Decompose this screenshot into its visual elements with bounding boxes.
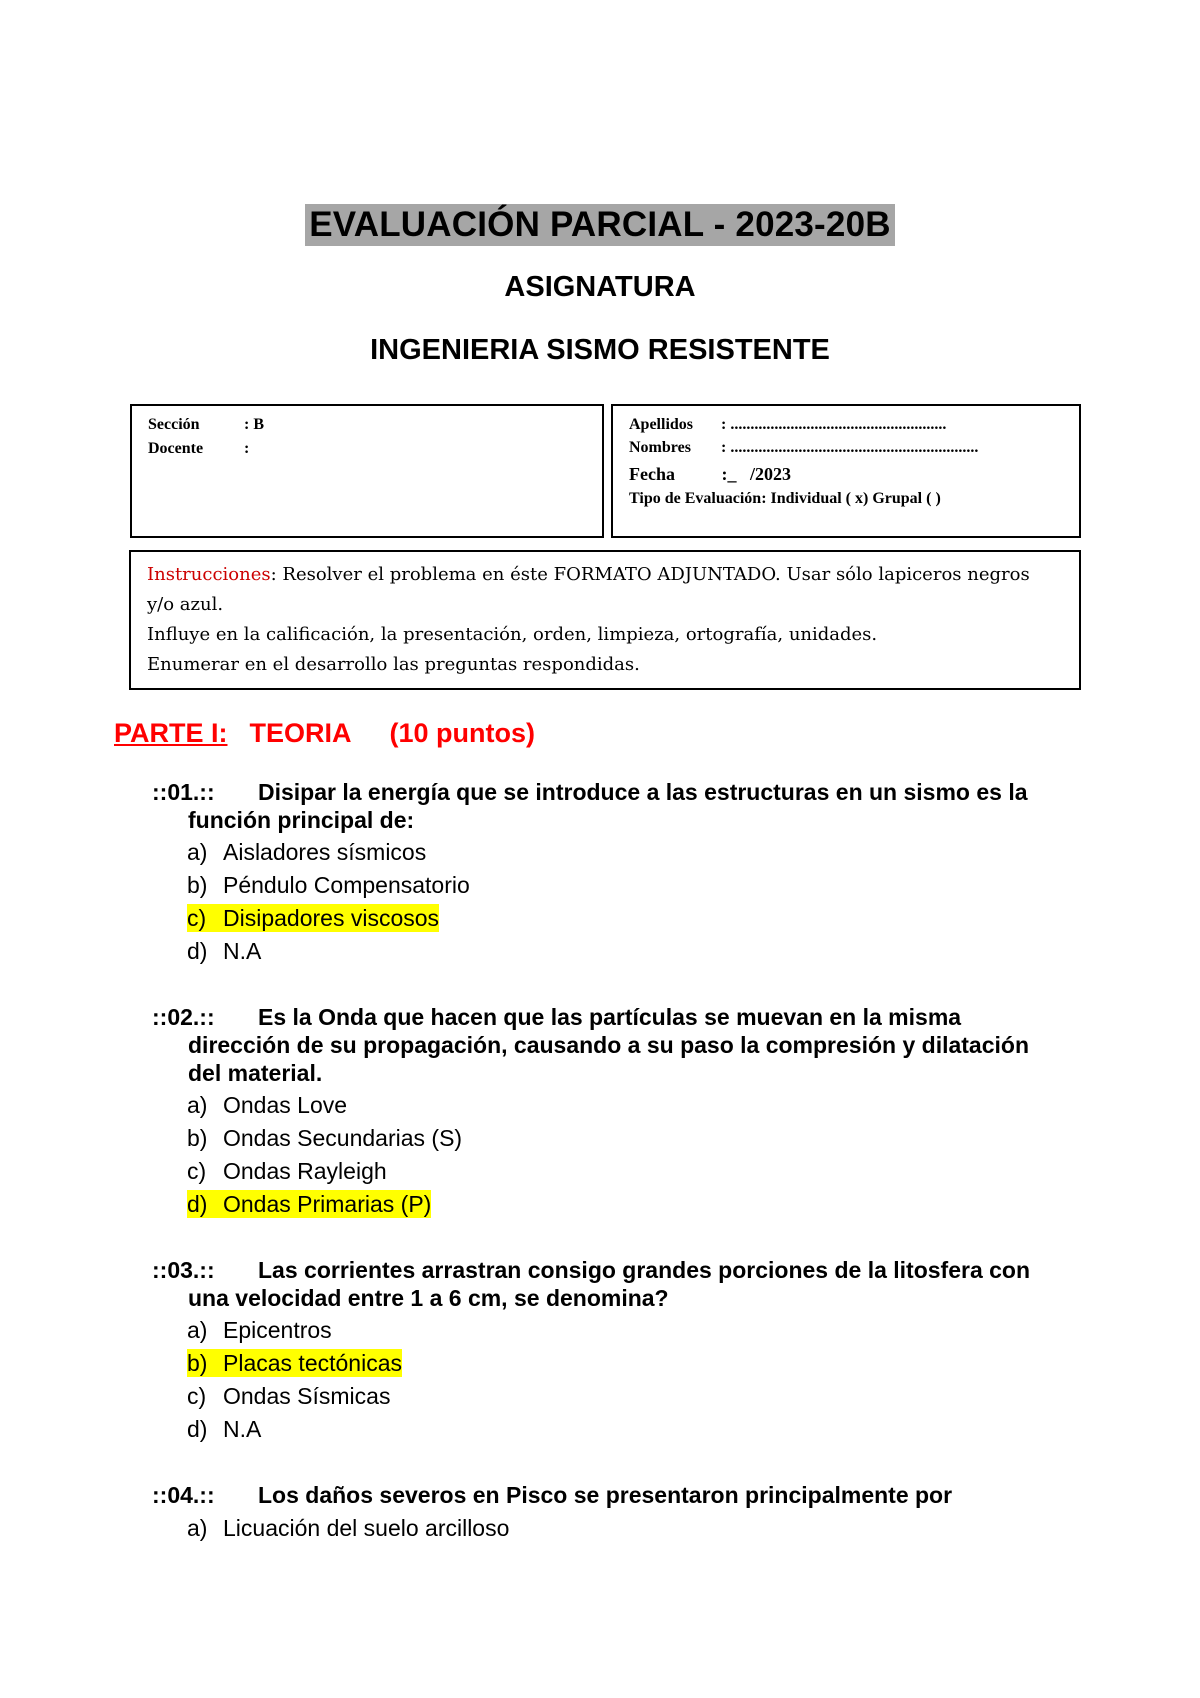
option-text: Placas tectónicas	[223, 1350, 402, 1376]
option-1c-selected[interactable]	[187, 904, 439, 932]
name-value: : ..............................................................	[721, 439, 979, 456]
teacher-value: :	[244, 440, 250, 457]
instructions-line-4: Enumerar en el desarrollo las preguntas respondidas.	[147, 654, 640, 675]
question-2	[152, 1003, 1102, 1087]
option-letter: b)	[187, 1350, 208, 1376]
subject-name: INGENIERIA SISMO RESISTENTE	[370, 334, 830, 366]
teacher-label: Docente	[148, 440, 204, 457]
option-letter: a)	[187, 1317, 208, 1343]
option-text: Ondas Rayleigh	[223, 1158, 387, 1184]
question-1	[152, 778, 1102, 834]
question-number: ::02.::	[152, 1004, 215, 1030]
surname-field[interactable]	[629, 416, 946, 434]
option-2d-selected[interactable]	[187, 1190, 431, 1218]
question-number: ::03.::	[152, 1257, 215, 1283]
part-points: (10 puntos)	[389, 718, 536, 748]
option-text: N.A	[223, 1416, 262, 1442]
option-text: Ondas Secundarias (S)	[223, 1125, 463, 1151]
section-label: Sección	[148, 416, 200, 433]
date-field[interactable]	[629, 464, 791, 485]
question-text-line-1: Es la Onda que hacen que las partículas se muevan en la misma	[258, 1004, 962, 1030]
name-label: Nombres	[629, 439, 691, 456]
option-text: Disipadores viscosos	[223, 905, 440, 931]
instructions-line-2: y/o azul.	[147, 594, 224, 615]
page-title: EVALUACIÓN PARCIAL - 2023-20B	[305, 204, 894, 246]
option-letter: d)	[187, 1191, 208, 1217]
section-field	[148, 416, 264, 434]
question-text-line-2: dirección de su propagación, causando a su paso la compresión y dilatación	[188, 1032, 1029, 1058]
option-4a[interactable]	[187, 1514, 509, 1542]
option-letter: c)	[187, 905, 207, 931]
date-label: Fecha	[629, 464, 675, 484]
option-text: Ondas Primarias (P)	[223, 1191, 432, 1217]
question-number: ::04.::	[152, 1482, 215, 1508]
option-1b[interactable]	[187, 871, 470, 899]
option-text: Licuación del suelo arcilloso	[223, 1515, 510, 1541]
question-4	[152, 1481, 1102, 1509]
option-text: N.A	[223, 938, 262, 964]
title-wrapper	[0, 204, 1200, 246]
option-1a[interactable]	[187, 838, 426, 866]
teacher-field	[148, 440, 249, 458]
option-letter: d)	[187, 938, 208, 964]
part-label: PARTE I:	[114, 718, 228, 748]
evaluation-type: Tipo de Evaluación: Individual ( x) Grupal ( )	[629, 490, 941, 507]
instructions-line-1	[147, 560, 1067, 590]
option-text: Péndulo Compensatorio	[223, 872, 470, 898]
option-1d[interactable]	[187, 937, 261, 965]
instructions-label: Instrucciones	[147, 564, 271, 585]
option-2b[interactable]	[187, 1124, 462, 1152]
option-letter: a)	[187, 1515, 208, 1541]
option-letter: c)	[187, 1158, 207, 1184]
option-letter: c)	[187, 1383, 207, 1409]
option-text: Epicentros	[223, 1317, 332, 1343]
option-text: Aisladores sísmicos	[223, 839, 427, 865]
surname-label: Apellidos	[629, 416, 694, 433]
part-heading	[114, 718, 535, 749]
option-text: Ondas Love	[223, 1092, 348, 1118]
option-3c[interactable]	[187, 1382, 390, 1410]
option-2a[interactable]	[187, 1091, 347, 1119]
student-info-box	[611, 404, 1081, 538]
question-number: ::01.::	[152, 779, 215, 805]
question-text-line-1: Los daños severos en Pisco se presentaron principalmente por	[258, 1482, 953, 1508]
option-3d[interactable]	[187, 1415, 261, 1443]
instructions-line-3: Influye en la calificación, la presentación, orden, limpieza, ortografía, unidades.	[147, 624, 878, 645]
instructions-box	[129, 550, 1081, 690]
instructions-line-1-text: : Resolver el problema en éste FORMATO ADJUNTADO. Usar sólo lapiceros negros	[270, 564, 1030, 585]
option-3b-selected[interactable]	[187, 1349, 402, 1377]
option-text: Ondas Sísmicas	[223, 1383, 391, 1409]
name-field[interactable]	[629, 439, 978, 457]
option-letter: a)	[187, 1092, 208, 1118]
option-2c[interactable]	[187, 1157, 387, 1185]
question-text-line-2: función principal de:	[188, 807, 415, 833]
question-3	[152, 1256, 1102, 1312]
date-value: :_ /2023	[721, 464, 791, 484]
section-value: : B	[244, 416, 264, 433]
option-letter: b)	[187, 1125, 208, 1151]
instructions-text	[147, 560, 1067, 680]
question-text-line-3: del material.	[188, 1060, 323, 1086]
section-teacher-box	[130, 404, 604, 538]
question-text-line-1: Disipar la energía que se introduce a las estructuras en un sismo es la	[258, 779, 1028, 805]
part-name: TEORIA	[249, 718, 352, 748]
option-letter: a)	[187, 839, 208, 865]
option-letter: d)	[187, 1416, 208, 1442]
subject-label: ASIGNATURA	[504, 271, 696, 303]
surname-value: : ......................................................	[721, 416, 947, 433]
option-letter: b)	[187, 872, 208, 898]
question-text-line-1: Las corrientes arrastran consigo grandes porciones de la litosfera con	[258, 1257, 1031, 1283]
option-3a[interactable]	[187, 1316, 332, 1344]
question-text-line-2: una velocidad entre 1 a 6 cm, se denomina?	[188, 1285, 669, 1311]
